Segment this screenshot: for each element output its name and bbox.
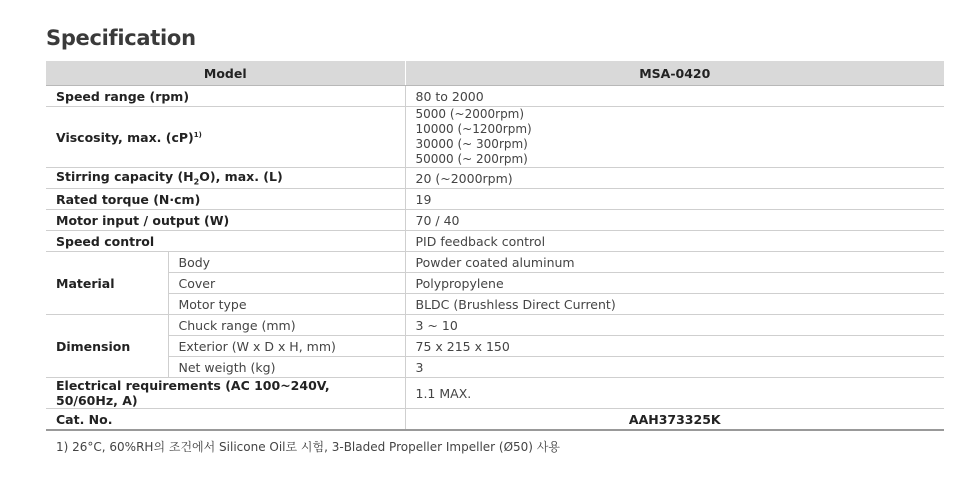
dimension-group-label: Dimension <box>46 315 168 378</box>
exterior-value: 75 x 215 x 150 <box>405 336 944 357</box>
table-header-row <box>46 61 944 86</box>
footnote: 1) 26°C, 60%RH의 조건에서 Silicone Oil로 시험, 3-Bladed Propeller Impeller (Ø50) 사용 <box>56 440 560 454</box>
rated-torque-label: Rated torque (N·cm) <box>46 189 405 210</box>
spec-table <box>46 61 944 431</box>
motor-io-label: Motor input / output (W) <box>46 210 405 231</box>
cat-no-label: Cat. No. <box>46 409 405 431</box>
viscosity-value: 5000 (~2000rpm) <box>415 107 525 121</box>
viscosity-value: 50000 (~ 200rpm) <box>415 152 528 166</box>
net-weight-label: Net weigth (kg) <box>168 357 405 378</box>
speed-control-label: Speed control <box>46 231 405 252</box>
rated-torque-value: 19 <box>405 189 944 210</box>
speed-range-label: Speed range (rpm) <box>46 86 405 107</box>
exterior-label: Exterior (W x D x H, mm) <box>168 336 405 357</box>
stirring-label-part: O), max. (L) <box>199 169 283 185</box>
table-row <box>46 86 944 107</box>
table-row <box>46 357 944 378</box>
net-weight-value: 3 <box>405 357 944 378</box>
electrical-value: 1.1 MAX. <box>405 378 944 409</box>
viscosity-label-text: Viscosity, max. (cP) <box>56 129 194 145</box>
material-cover-label: Cover <box>168 273 405 294</box>
chuck-range-value: 3 ~ 10 <box>405 315 944 336</box>
model-value-header: MSA-0420 <box>405 61 944 86</box>
speed-control-value: PID feedback control <box>405 231 944 252</box>
table-row <box>46 210 944 231</box>
model-header: Model <box>46 61 405 86</box>
motor-io-value: 70 / 40 <box>405 210 944 231</box>
table-row <box>46 189 944 210</box>
table-row <box>46 294 944 315</box>
table-row <box>46 107 944 168</box>
stirring-capacity-label <box>46 168 405 189</box>
page-title: Specification <box>46 26 196 50</box>
chuck-range-label: Chuck range (mm) <box>168 315 405 336</box>
viscosity-label <box>46 107 405 168</box>
viscosity-value: 30000 (~ 300rpm) <box>415 137 528 151</box>
stirring-label-part: Stirring capacity (H <box>56 169 194 185</box>
table-row <box>46 168 944 189</box>
material-body-label: Body <box>168 252 405 273</box>
table-row <box>46 231 944 252</box>
table-row <box>46 252 944 273</box>
table-row <box>46 273 944 294</box>
viscosity-values <box>405 107 944 168</box>
stirring-capacity-value: 20 (~2000rpm) <box>405 168 944 189</box>
table-row <box>46 315 944 336</box>
material-motor-type-value: BLDC (Brushless Direct Current) <box>405 294 944 315</box>
table-row <box>46 409 944 431</box>
viscosity-value: 10000 (~1200rpm) <box>415 122 532 136</box>
table-row <box>46 378 944 409</box>
material-group-label: Material <box>46 252 168 315</box>
material-body-value: Powder coated aluminum <box>405 252 944 273</box>
viscosity-footnote-mark: 1) <box>193 130 202 139</box>
speed-range-value: 80 to 2000 <box>405 86 944 107</box>
electrical-label: Electrical requirements (AC 100~240V, 50/60Hz, A) <box>46 378 405 409</box>
table-row <box>46 336 944 357</box>
cat-no-value: AAH373325K <box>405 409 944 431</box>
material-motor-type-label: Motor type <box>168 294 405 315</box>
material-cover-value: Polypropylene <box>405 273 944 294</box>
stirring-label-subscript: 2 <box>193 177 200 187</box>
